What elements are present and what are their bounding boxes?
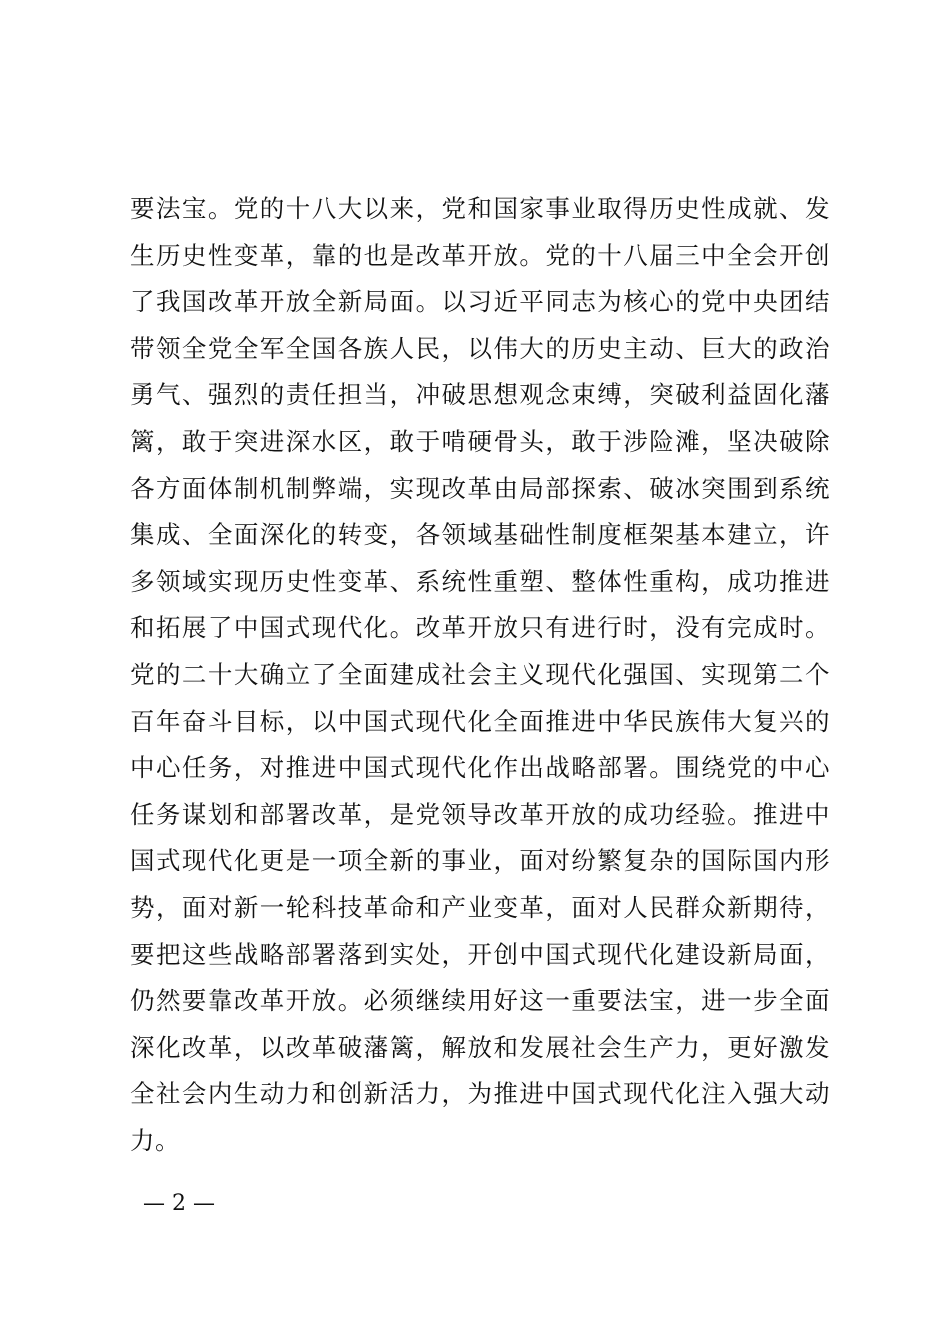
text-line-13: 中心任务，对推进中国式现代化作出战略部署。围绕党的中心 — [130, 753, 830, 783]
text-line-3: 了我国改革开放全新局面。以习近平同志为核心的党中央团结 — [130, 287, 830, 317]
text-line-11: 党的二十大确立了全面建成社会主义现代化强国、实现第二个 — [130, 659, 830, 689]
text-line-4: 带领全党全军全国各族人民，以伟大的历史主动、巨大的政治 — [130, 333, 830, 363]
page-number: — 2 — — [143, 1191, 215, 1216]
text-line-17: 要把这些战略部署落到实处，开创中国式现代化建设新局面， — [130, 939, 830, 969]
text-line-5: 勇气、强烈的责任担当，冲破思想观念束缚，突破利益固化藩 — [130, 380, 830, 410]
text-line-18: 仍然要靠改革开放。必须继续用好这一重要法宝，进一步全面 — [130, 986, 830, 1016]
text-line-10: 和拓展了中国式现代化。改革开放只有进行时，没有完成时。 — [130, 613, 830, 643]
text-line-6: 篱，敢于突进深水区，敢于啃硬骨头，敢于涉险滩，坚决破除 — [130, 426, 830, 456]
body-text — [130, 186, 830, 1164]
text-line-7: 各方面体制机制弊端，实现改革由局部探索、破冰突围到系统 — [130, 473, 830, 503]
text-line-21: 力。 — [130, 1125, 180, 1155]
text-line-14: 任务谋划和部署改革，是党领导改革开放的成功经验。推进中 — [130, 799, 830, 829]
text-line-16: 势，面对新一轮科技革命和产业变革，面对人民群众新期待， — [130, 892, 830, 922]
text-line-19: 深化改革，以改革破藩篱，解放和发展社会生产力，更好激发 — [130, 1032, 830, 1062]
text-line-12: 百年奋斗目标，以中国式现代化全面推进中华民族伟大复兴的 — [130, 706, 830, 736]
text-line-1: 要法宝。党的十八大以来，党和国家事业取得历史性成就、发 — [130, 194, 830, 223]
text-line-15: 国式现代化更是一项全新的事业，面对纷繁复杂的国际国内形 — [130, 846, 830, 876]
text-line-8: 集成、全面深化的转变，各领域基础性制度框架基本建立，许 — [130, 520, 830, 550]
text-line-2: 生历史性变革，靠的也是改革开放。党的十八届三中全会开创 — [130, 240, 830, 270]
text-line-9: 多领域实现历史性变革、系统性重塑、整体性重构，成功推进 — [130, 566, 830, 596]
text-line-20: 全社会内生动力和创新活力，为推进中国式现代化注入强大动 — [130, 1079, 830, 1109]
